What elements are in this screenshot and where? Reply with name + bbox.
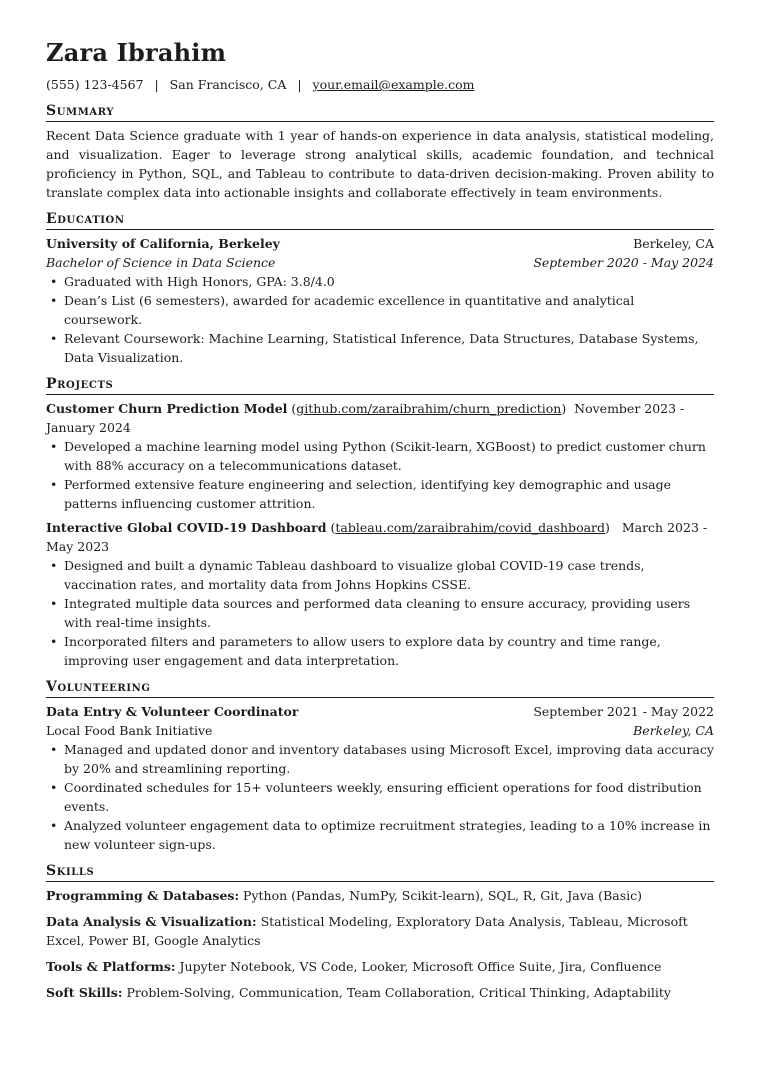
skills-section <box>46 862 714 1002</box>
project-entry <box>46 518 714 670</box>
phone-number: (555) 123-4567 <box>46 77 144 92</box>
email-link[interactable]: your.email@example.com <box>312 77 475 92</box>
project-link[interactable]: tableau.com/zaraibrahim/covid_dashboard <box>335 520 606 535</box>
project-dates: March 2023 - May 2023 <box>46 520 708 554</box>
education-header-row <box>46 234 714 253</box>
skill-line <box>46 957 714 976</box>
skill-label: Programming & Databases: <box>46 888 240 903</box>
school-location: Berkeley, CA <box>633 236 714 251</box>
volunteer-bullets <box>46 740 714 854</box>
skill-label: Data Analysis & Visualization: <box>46 914 257 929</box>
skill-label: Soft Skills: <box>46 985 123 1000</box>
summary-section <box>46 102 714 202</box>
location: San Francisco, CA <box>169 77 287 92</box>
projects-section <box>46 375 714 670</box>
separator: | <box>297 77 302 92</box>
project-name: Customer Churn Prediction Model <box>46 401 288 416</box>
list-item: • Integrated multiple data sources and performed data cleaning to ensure accuracy, providing users with real-time insights. <box>46 594 714 632</box>
project-bullets <box>46 556 714 670</box>
education-bullets <box>46 272 714 367</box>
project-dates: November 2023 - January 2024 <box>46 401 685 435</box>
candidate-name: Zara Ibrahim <box>46 38 227 67</box>
volunteer-org: Local Food Bank Initiative <box>46 723 213 738</box>
project-entry <box>46 399 714 513</box>
degree: Bachelor of Science in Data Science <box>46 255 276 270</box>
school-name: University of California, Berkeley <box>46 236 280 251</box>
section-title: Volunteering <box>46 678 714 698</box>
summary-text: Recent Data Science graduate with 1 year of hands-on experience in data analysis, statistical modeling, and visualization. Eager to leverage strong analytical skills, academic foundation, and technical proficiency in Python, SQL, and Tableau to contribute to data-driven decision-making. Proven ability to translate complex data into actionable insights and collaborate effectively in team environments. <box>46 128 714 200</box>
contact-line <box>46 75 714 94</box>
education-dates: September 2020 - May 2024 <box>533 255 714 270</box>
volunteer-org-row <box>46 721 714 740</box>
section-title: Projects <box>46 375 714 395</box>
project-header: Customer Churn Prediction Model (github.com/zaraibrahim/churn_prediction) November 2023 - January 2024 <box>46 401 685 435</box>
list-item: • Coordinated schedules for 15+ volunteers weekly, ensuring efficient operations for food distribution events. <box>46 778 714 816</box>
skill-line <box>46 983 714 1002</box>
project-link[interactable]: github.com/zaraibrahim/churn_prediction <box>296 401 562 416</box>
list-item: • Analyzed volunteer engagement data to optimize recruitment strategies, leading to a 10% increase in new volunteer sign-ups. <box>46 816 714 854</box>
volunteer-role: Data Entry & Volunteer Coordinator <box>46 704 299 719</box>
project-name: Interactive Global COVID-19 Dashboard <box>46 520 327 535</box>
skill-label: Tools & Platforms: <box>46 959 176 974</box>
section-title: Summary <box>46 102 714 122</box>
volunteering-section <box>46 678 714 854</box>
skill-value: Problem-Solving, Communication, Team Collaboration, Critical Thinking, Adaptability <box>126 985 671 1000</box>
education-degree-row <box>46 253 714 272</box>
list-item: • Designed and built a dynamic Tableau dashboard to visualize global COVID-19 case trends, vaccination rates, and mortality data from Johns Hopkins CSSE. <box>46 556 714 594</box>
education-section <box>46 210 714 367</box>
list-item: • Developed a machine learning model using Python (Scikit-learn, XGBoost) to predict customer churn with 88% accuracy on a telecommunications dataset. <box>46 437 714 475</box>
list-item: • Incorporated filters and parameters to allow users to explore data by country and time range, improving user engagement and data interpretation. <box>46 632 714 670</box>
resume-page <box>46 36 714 1009</box>
section-title: Education <box>46 210 714 230</box>
list-item: • Dean’s List (6 semesters), awarded for academic excellence in quantitative and analytical coursework. <box>46 291 714 329</box>
volunteer-header-row <box>46 702 714 721</box>
list-item: • Managed and updated donor and inventory databases using Microsoft Excel, improving data accuracy by 20% and streamlining reporting. <box>46 740 714 778</box>
project-bullets <box>46 437 714 513</box>
skill-line <box>46 886 714 905</box>
list-item: • Relevant Coursework: Machine Learning, Statistical Inference, Data Structures, Database Systems, Data Visualization. <box>46 329 714 367</box>
skill-value: Statistical Modeling, Exploratory Data Analysis, Tableau, Microsoft Excel, Power BI, Google Analytics <box>46 914 688 948</box>
volunteer-location: Berkeley, CA <box>633 723 714 738</box>
skill-value: Jupyter Notebook, VS Code, Looker, Microsoft Office Suite, Jira, Confluence <box>179 959 662 974</box>
skill-line <box>46 912 714 950</box>
skill-value: Python (Pandas, NumPy, Scikit-learn), SQL, R, Git, Java (Basic) <box>243 888 642 903</box>
list-item: • Performed extensive feature engineering and selection, identifying key demographic and usage patterns influencing customer attrition. <box>46 475 714 513</box>
project-header: Interactive Global COVID-19 Dashboard (tableau.com/zaraibrahim/covid_dashboard) March 2023 - May 2023 <box>46 520 708 554</box>
separator: | <box>154 77 159 92</box>
volunteer-dates: September 2021 - May 2022 <box>533 704 714 719</box>
list-item: • Graduated with High Honors, GPA: 3.8/4.0 <box>46 272 714 291</box>
section-title: Skills <box>46 862 714 882</box>
